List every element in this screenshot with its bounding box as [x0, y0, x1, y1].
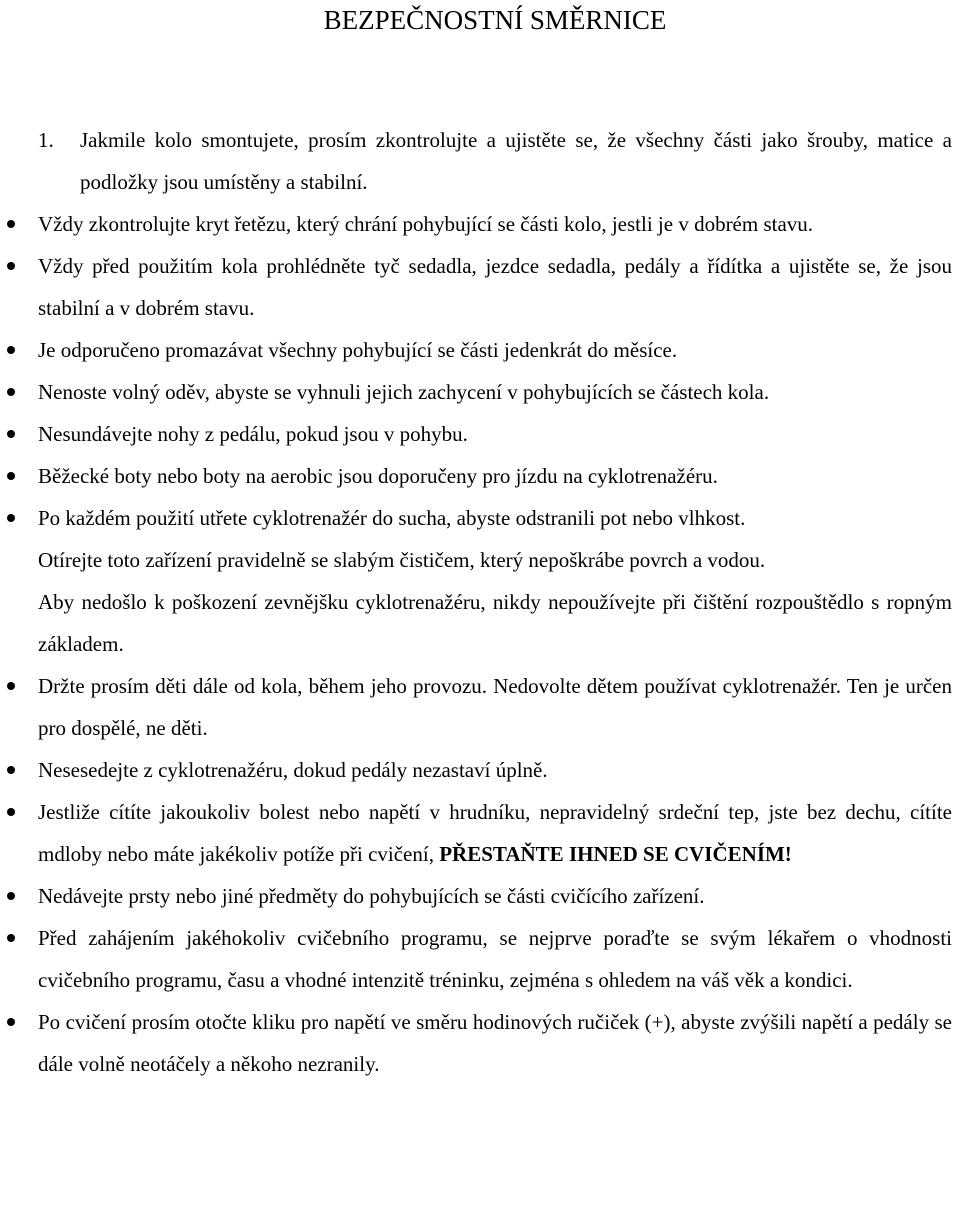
list-item	[38, 749, 952, 791]
list-item	[38, 371, 952, 413]
list-item-text: Nedávejte prsty nebo jiné předměty do pohybujících se části cvičícího zařízení.	[38, 884, 705, 908]
document-title: BEZPEČNOSTNÍ SMĚRNICE	[323, 5, 667, 35]
list-item-text: Vždy před použitím kola prohlédněte tyč sedadla, jezdce sedadla, pedály a řídítka a ujistěte se, že jsou stabilní a v dobrém stavu.	[38, 254, 952, 320]
paragraph-text: Aby nedošlo k poškození zevnějšku cyklotrenažéru, nikdy nepoužívejte při čištění rozpouštědlo s ropným základem.	[38, 590, 952, 656]
bullet-icon	[7, 220, 15, 228]
list-item-warning	[38, 791, 952, 875]
list-item-text: Nesesedejte z cyklotrenažéru, dokud pedály nezastaví úplně.	[38, 758, 548, 782]
list-item-text: Vždy zkontrolujte kryt řetězu, který chrání pohybující se části kolo, jestli je v dobrém stavu.	[38, 212, 814, 236]
numbered-item-1	[38, 119, 952, 203]
safety-rules-list	[38, 203, 952, 1085]
bullet-icon	[7, 808, 15, 816]
list-item-text: Běžecké boty nebo boty na aerobic jsou doporučeny pro jízdu na cyklotrenažéru.	[38, 464, 718, 488]
bullet-icon	[7, 472, 15, 480]
list-item-text: Držte prosím děti dále od kola, během jeho provozu. Nedovolte dětem používat cyklotrenažér. Ten je určen pro dospělé, ne děti.	[38, 674, 952, 740]
list-item	[38, 875, 952, 917]
bullet-icon	[7, 892, 15, 900]
list-item-text: Jestliže cítíte jakoukoliv bolest nebo napětí v hrudníku, nepravidelný srdeční tep, jste bez dechu, cítíte mdloby nebo máte jakékoliv potíže při cvičení,	[38, 800, 952, 866]
list-item	[38, 329, 952, 371]
list-item-text: Po každém použití utřete cyklotrenažér do sucha, abyste odstranili pot nebo vlhkost.	[38, 506, 746, 530]
list-item-text: Před zahájením jakéhokoliv cvičebního programu, se nejprve poraďte se svým lékařem o vhodnosti cvičebního programu, času a vhodné intenzitě tréninku, zejména s ohledem na váš věk a kondici.	[38, 926, 952, 992]
bullet-icon	[7, 388, 15, 396]
list-item-text: Je odporučeno promazávat všechny pohybující se části jedenkrát do měsíce.	[38, 338, 678, 362]
list-item	[38, 1001, 952, 1085]
list-item	[38, 455, 952, 497]
list-item	[38, 665, 952, 749]
list-item	[38, 203, 952, 245]
list-item	[38, 497, 952, 539]
bullet-icon	[7, 934, 15, 942]
list-item	[38, 917, 952, 1001]
list-item-text: Nenoste volný oděv, abyste se vyhnuli jejich zachycení v pohybujících se částech kola.	[38, 380, 770, 404]
item-number: 1.	[38, 128, 54, 152]
list-item-text: Po cvičení prosím otočte kliku pro napětí ve směru hodinových ručiček (+), abyste zvýšili napětí a pedály se dále volně neotáčely a někoho nezranily.	[38, 1010, 952, 1076]
item-text: Jakmile kolo smontujete, prosím zkontrolujte a ujistěte se, že všechny části jako šrouby, matice a podložky jsou umístěny a stabilní.	[80, 128, 952, 194]
bullet-icon	[7, 346, 15, 354]
list-item	[38, 245, 952, 329]
bullet-icon	[7, 430, 15, 438]
bullet-icon	[7, 766, 15, 774]
list-item	[38, 413, 952, 455]
warning-text: PŘESTAŇTE IHNED SE CVIČENÍM!	[439, 842, 792, 866]
bullet-icon	[7, 1018, 15, 1026]
plain-paragraph	[38, 539, 952, 581]
bullet-icon	[7, 682, 15, 690]
paragraph-text: Otírejte toto zařízení pravidelně se slabým čističem, který nepoškrábe povrch a vodou.	[38, 548, 766, 572]
list-item-text: Nesundávejte nohy z pedálu, pokud jsou v pohybu.	[38, 422, 468, 446]
bullet-icon	[7, 514, 15, 522]
plain-paragraph	[38, 581, 952, 665]
bullet-icon	[7, 262, 15, 270]
